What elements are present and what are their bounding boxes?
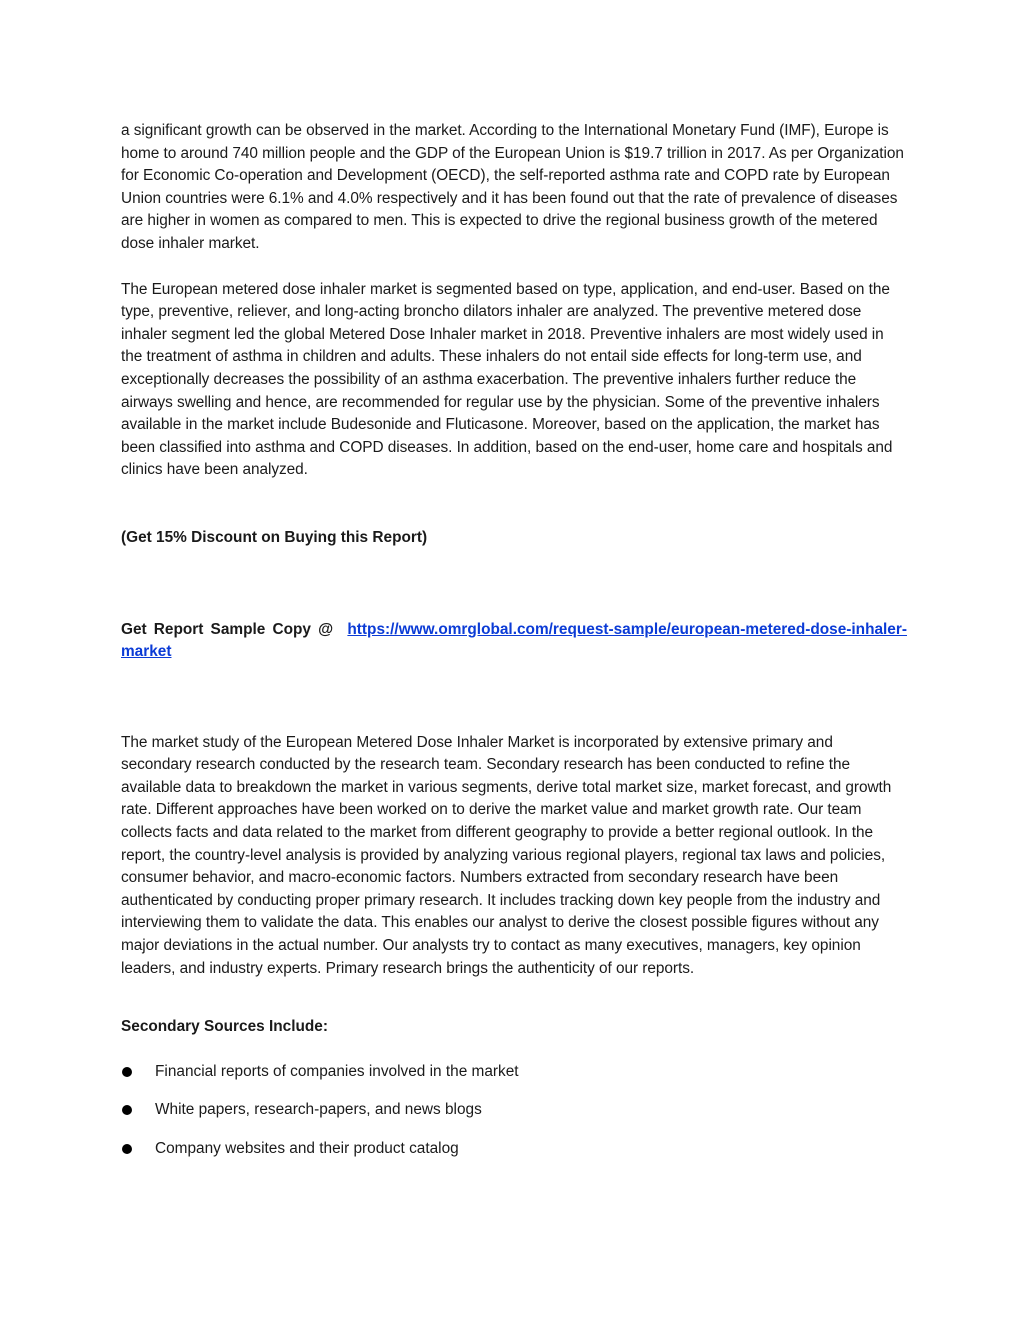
sample-copy-line [121,619,907,664]
sample-copy-label: Get Report Sample Copy @ [121,620,334,638]
bullet-icon [122,1105,132,1115]
secondary-sources-heading: Secondary Sources Include: [121,1018,328,1036]
list-item [121,1138,907,1161]
paragraph-methodology: The market study of the European Metered Dose Inhaler Market is incorporated by extensive primary and secondary research conducted by the research team. Secondary research has been conducted to refine the available data to breakdown the market in various segments, derive total market size, market forecast, and growth rate. Different approaches have been worked on to derive the market value and market growth rate. Our team collects facts and data related to the market from different geography to provide a better regional outlook. In the report, the country-level analysis is provided by analyzing various regional players, regional tax laws and policies, consumer behavior, and macro-economic factors. Numbers extracted from secondary research have been authenticated by conducting proper primary research. It includes tracking down key people from the industry and interviewing them to validate the data. This enables our analyst to derive the closest possible figures without any major deviations in the actual number. Our analysts try to contact as many executives, managers, key opinion leaders, and industry experts. Primary research brings the authenticity of our reports. [121,733,892,977]
list-item [121,1099,907,1122]
list-item-text: Company websites and their product catalog [155,1139,459,1157]
list-item-text: White papers, research-papers, and news blogs [155,1101,482,1119]
list-item [121,1061,907,1084]
document-page [121,120,907,1176]
bullet-icon [122,1067,132,1077]
discount-callout: (Get 15% Discount on Buying this Report) [121,528,428,546]
bullet-icon [122,1144,132,1154]
secondary-sources-list [121,1061,907,1160]
sample-copy-link[interactable]: https://www.omrglobal.com/request-sample/european-metered-dose-inhaler-market [121,620,907,661]
list-item-text: Financial reports of companies involved in the market [155,1062,519,1080]
paragraph-segmentation: The European metered dose inhaler market is segmented based on type, application, and end-user. Based on the type, preventive, reliever, and long-acting broncho dilators inhaler are analyzed. The preventive metered dose inhaler segment led the global Metered Dose Inhaler market in 2018. Preventive inhalers are most widely used in the treatment of asthma in children and adults. These inhalers do not entail side effects for long-term use, and exceptionally decreases the possibility of an asthma exacerbation. The preventive inhalers further reduce the airways swelling and hence, are recommended for regular use by the physician. Some of the preventive inhalers available in the market include Budesonide and Fluticasone. Moreover, based on the application, the market has been classified into asthma and COPD diseases. In addition, based on the end-user, home care and hospitals and clinics have been analyzed. [121,280,893,479]
paragraph-intro: a significant growth can be observed in the market. According to the International Monetary Fund (IMF), Europe is home to around 740 million people and the GDP of the European Union is $19.7 trillion in 2017. As per Organization for Economic Co-operation and Development (OECD), the self-reported asthma rate and COPD rate by European Union countries were 6.1% and 4.0% respectively and it has been found out that the rate of prevalence of diseases are higher in women as compared to men. This is expected to drive the regional business growth of the metered dose inhaler market. [121,122,904,252]
